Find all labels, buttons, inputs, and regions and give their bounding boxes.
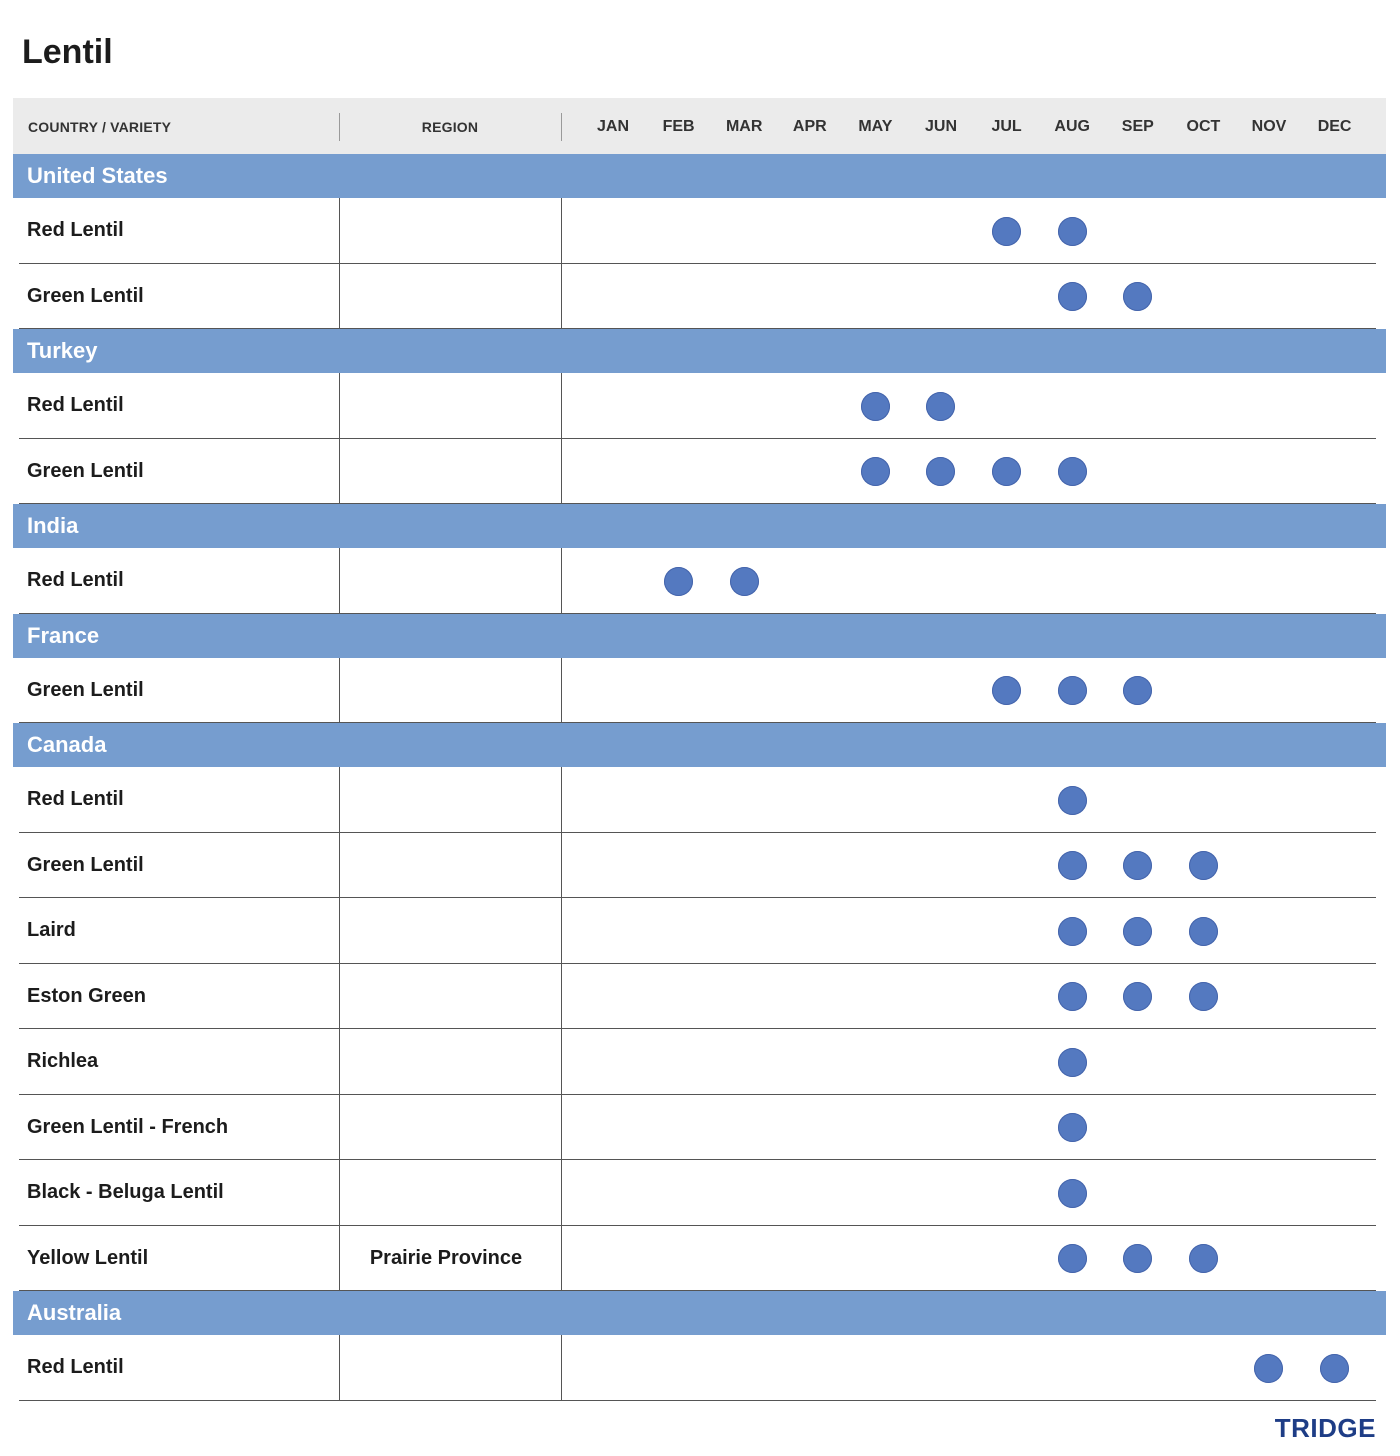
country-header bbox=[13, 329, 1386, 373]
table-row bbox=[13, 1029, 1386, 1095]
month-header-may: MAY bbox=[858, 118, 893, 135]
column-divider bbox=[339, 1160, 340, 1226]
column-divider bbox=[339, 964, 340, 1030]
harvest-dot-jul bbox=[992, 217, 1021, 246]
country-name: United States bbox=[27, 163, 168, 188]
harvest-dot-aug bbox=[1058, 1244, 1087, 1273]
harvest-dot-feb bbox=[664, 567, 693, 596]
table-body bbox=[13, 154, 1386, 1401]
variety-name: Green Lentil bbox=[27, 853, 144, 876]
column-divider bbox=[561, 658, 562, 724]
harvest-dot-aug bbox=[1058, 1179, 1087, 1208]
column-divider bbox=[339, 1335, 340, 1401]
column-divider bbox=[561, 1160, 562, 1226]
table-row bbox=[13, 439, 1386, 505]
column-divider bbox=[561, 964, 562, 1030]
column-divider bbox=[339, 198, 340, 264]
country-name: Australia bbox=[27, 1300, 122, 1325]
harvest-dot-sep bbox=[1123, 1244, 1152, 1273]
tridge-logo: TRIDGE bbox=[1274, 1413, 1376, 1443]
harvest-dot-aug bbox=[1058, 851, 1087, 880]
column-divider bbox=[339, 439, 340, 505]
table-row bbox=[13, 898, 1386, 964]
table-row bbox=[13, 1160, 1386, 1226]
column-divider bbox=[339, 898, 340, 964]
column-divider bbox=[561, 439, 562, 505]
table-row bbox=[13, 964, 1386, 1030]
country-header bbox=[13, 1291, 1386, 1335]
column-divider bbox=[339, 833, 340, 899]
variety-name: Red Lentil bbox=[27, 788, 124, 810]
month-header-mar: MAR bbox=[725, 118, 763, 135]
column-divider bbox=[339, 767, 340, 833]
harvest-dot-oct bbox=[1189, 917, 1218, 946]
variety-name: Green Lentil bbox=[27, 459, 144, 482]
table-row bbox=[13, 658, 1386, 724]
harvest-dot-aug bbox=[1058, 1113, 1087, 1142]
harvest-dot-aug bbox=[1058, 982, 1087, 1011]
column-divider bbox=[561, 833, 562, 899]
month-header-nov: NOV bbox=[1251, 118, 1287, 135]
column-divider bbox=[339, 264, 340, 330]
column-divider bbox=[561, 264, 562, 330]
header-divider bbox=[561, 113, 562, 141]
harvest-dot-aug bbox=[1058, 1048, 1087, 1077]
variety-name: Green Lentil bbox=[27, 284, 144, 307]
region-cell: Prairie Province bbox=[369, 1246, 523, 1269]
variety-name: Laird bbox=[27, 919, 76, 941]
harvest-dot-aug bbox=[1058, 282, 1087, 311]
harvest-dot-may bbox=[861, 457, 890, 486]
month-header-jun: JUN bbox=[924, 118, 957, 135]
harvest-dot-aug bbox=[1058, 917, 1087, 946]
column-header-variety: COUNTRY / VARIETY bbox=[28, 119, 172, 135]
harvest-dot-oct bbox=[1189, 982, 1218, 1011]
variety-name: Richlea bbox=[27, 1050, 99, 1072]
harvest-dot-oct bbox=[1189, 1244, 1218, 1273]
month-header-aug: AUG bbox=[1054, 118, 1090, 135]
variety-name: Red Lentil bbox=[27, 394, 124, 416]
harvest-dot-sep bbox=[1123, 982, 1152, 1011]
column-header-region: REGION bbox=[421, 119, 479, 135]
table-row bbox=[13, 198, 1386, 264]
table-row bbox=[13, 1335, 1386, 1401]
harvest-dot-aug bbox=[1058, 786, 1087, 815]
variety-name: Red Lentil bbox=[27, 219, 124, 241]
table-header bbox=[13, 98, 1386, 154]
variety-name: Green Lentil bbox=[27, 678, 144, 701]
harvest-dot-sep bbox=[1123, 917, 1152, 946]
variety-name: Eston Green bbox=[27, 984, 146, 1007]
variety-name: Red Lentil bbox=[27, 1356, 124, 1378]
month-header-dec: DEC bbox=[1317, 118, 1352, 135]
column-divider bbox=[561, 1226, 562, 1292]
country-name: Canada bbox=[27, 732, 107, 757]
variety-name: Green Lentil - French bbox=[27, 1115, 229, 1138]
column-divider bbox=[561, 1029, 562, 1095]
country-name: India bbox=[27, 513, 79, 538]
column-divider bbox=[561, 548, 562, 614]
table-row bbox=[13, 373, 1386, 439]
page-title: Lentil bbox=[22, 33, 113, 71]
column-divider bbox=[339, 548, 340, 614]
country-header bbox=[13, 154, 1386, 198]
harvest-calendar-table bbox=[13, 98, 1386, 1401]
table-row bbox=[13, 1226, 1386, 1292]
country-header bbox=[13, 614, 1386, 658]
country-header bbox=[13, 723, 1386, 767]
column-divider bbox=[561, 373, 562, 439]
harvest-dot-jun bbox=[926, 392, 955, 421]
column-divider bbox=[339, 1029, 340, 1095]
month-header-jul: JUL bbox=[991, 118, 1022, 135]
column-divider bbox=[339, 1095, 340, 1161]
column-divider bbox=[339, 658, 340, 724]
harvest-dot-dec bbox=[1320, 1354, 1349, 1383]
month-header-apr: APR bbox=[792, 118, 827, 135]
harvest-dot-sep bbox=[1123, 282, 1152, 311]
harvest-dot-jul bbox=[992, 676, 1021, 705]
month-header-sep: SEP bbox=[1121, 118, 1154, 135]
column-divider bbox=[561, 767, 562, 833]
variety-name: Red Lentil bbox=[27, 569, 124, 591]
table-row bbox=[13, 1095, 1386, 1161]
harvest-dot-jun bbox=[926, 457, 955, 486]
harvest-dot-may bbox=[861, 392, 890, 421]
country-name: Turkey bbox=[27, 338, 98, 363]
harvest-dot-nov bbox=[1254, 1354, 1283, 1383]
harvest-dot-oct bbox=[1189, 851, 1218, 880]
table-row bbox=[13, 264, 1386, 330]
variety-name: Black - Beluga Lentil bbox=[27, 1181, 224, 1203]
harvest-dot-jul bbox=[992, 457, 1021, 486]
harvest-dot-sep bbox=[1123, 676, 1152, 705]
harvest-dot-aug bbox=[1058, 676, 1087, 705]
table-row bbox=[13, 833, 1386, 899]
month-header-jan: JAN bbox=[596, 118, 629, 135]
column-divider bbox=[339, 373, 340, 439]
harvest-dot-sep bbox=[1123, 851, 1152, 880]
variety-name: Yellow Lentil bbox=[27, 1246, 149, 1269]
country-name: France bbox=[27, 622, 100, 648]
harvest-dot-aug bbox=[1058, 457, 1087, 486]
column-divider bbox=[561, 1335, 562, 1401]
column-divider bbox=[561, 898, 562, 964]
harvest-dot-aug bbox=[1058, 217, 1087, 246]
column-divider bbox=[561, 1095, 562, 1161]
table-row bbox=[13, 767, 1386, 833]
country-header bbox=[13, 504, 1386, 548]
month-header-feb: FEB bbox=[662, 118, 695, 135]
month-header-oct: OCT bbox=[1186, 118, 1221, 135]
harvest-dot-mar bbox=[730, 567, 759, 596]
table-row bbox=[13, 548, 1386, 614]
column-divider bbox=[561, 198, 562, 264]
